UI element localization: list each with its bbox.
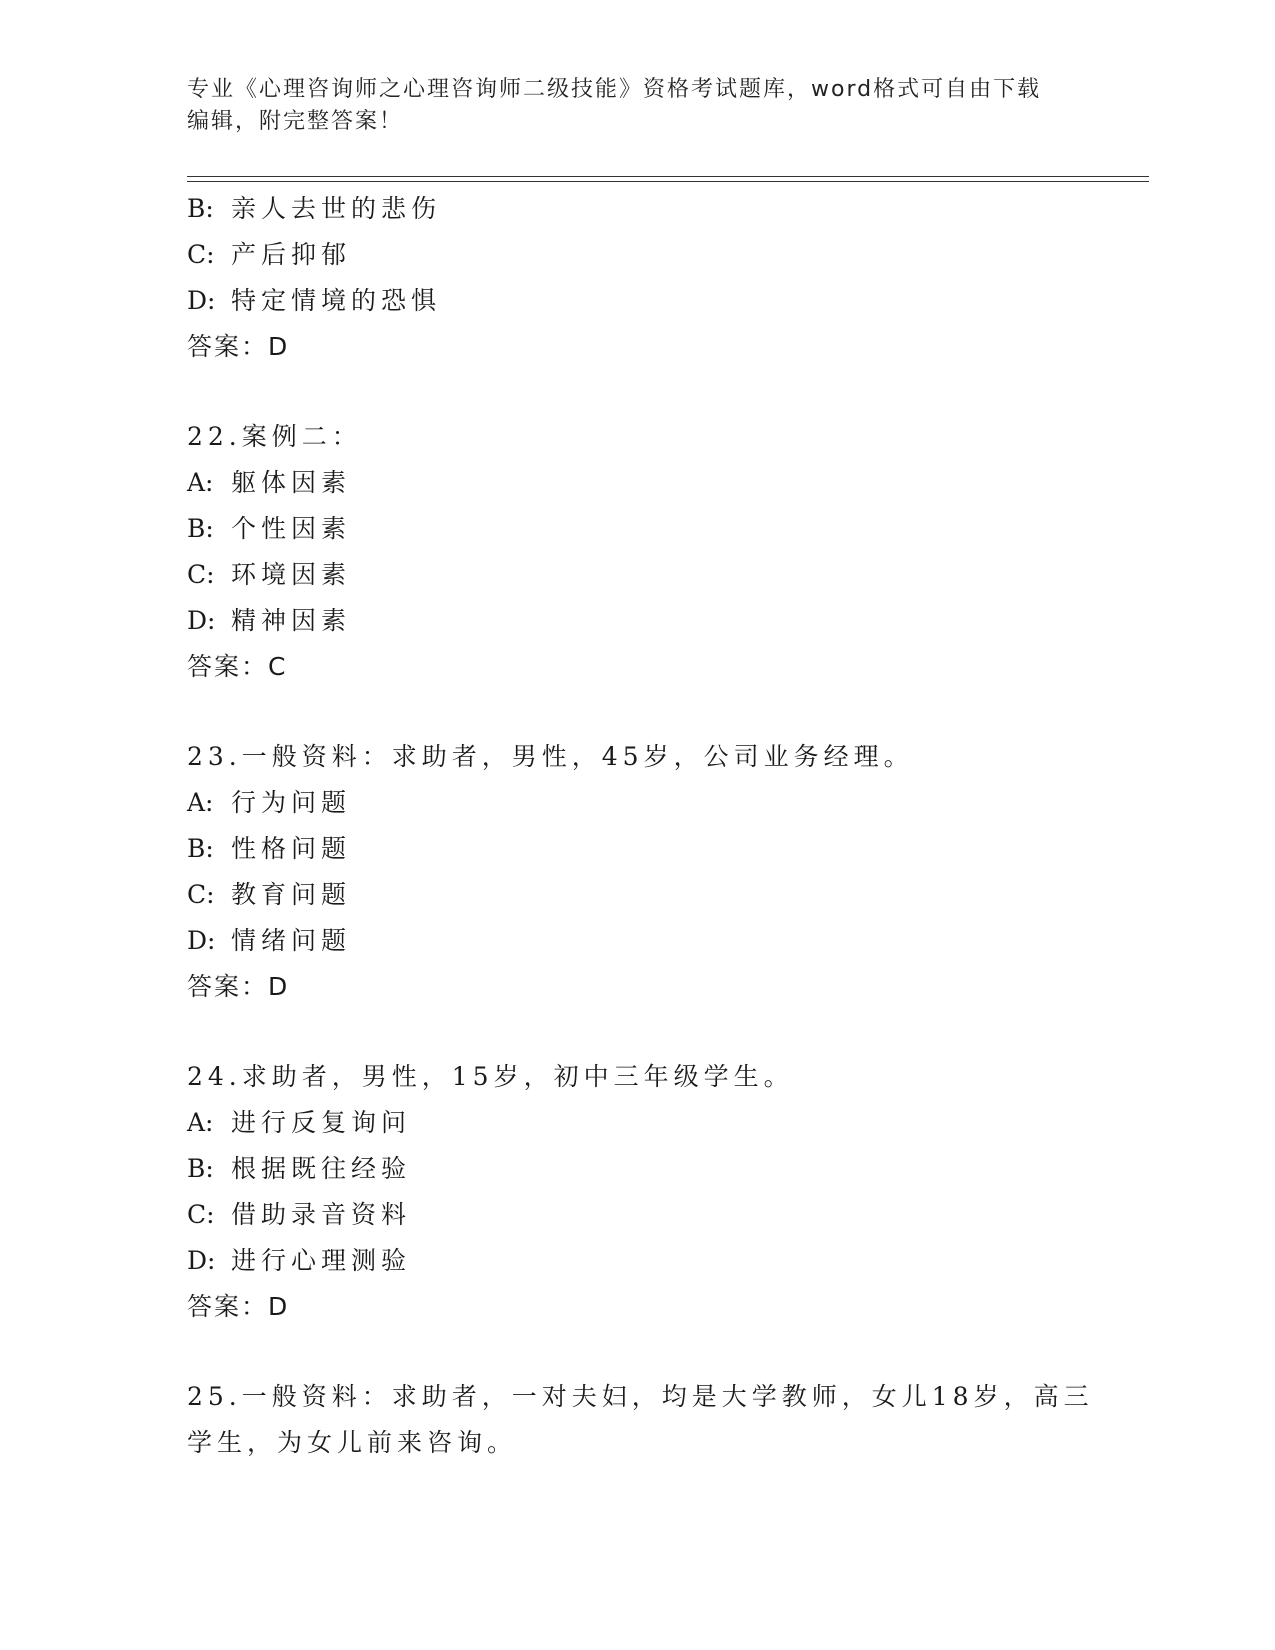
option-text: 情绪问题 <box>231 926 352 955</box>
option-letter: C: <box>187 560 215 589</box>
answer: 答案：D <box>187 332 290 361</box>
question-22 <box>187 414 1149 690</box>
option-text: 个性因素 <box>231 514 352 543</box>
option-text: 躯体因素 <box>231 468 352 497</box>
option-b <box>187 506 1149 552</box>
option-text: 根据既往经验 <box>231 1154 412 1183</box>
question-25 <box>187 1374 1149 1466</box>
option-a <box>187 460 1149 506</box>
question-stem: 22.案例二： <box>187 422 362 451</box>
question-stem: 23.一般资料：求助者，男性，45岁，公司业务经理。 <box>187 742 914 771</box>
option-letter: D: <box>187 1246 216 1275</box>
question-stem-line-1: 25.一般资料：求助者，一对夫妇，均是大学教师，女儿18岁，高三 <box>187 1382 1094 1411</box>
option-b <box>187 826 1149 872</box>
option-a <box>187 780 1149 826</box>
header-divider-bottom <box>187 181 1149 182</box>
header-line-1: 专业《心理咨询师之心理咨询师二级技能》资格考试题库，word格式可自由下载 <box>187 77 1042 102</box>
option-text: 进行反复询问 <box>231 1108 412 1137</box>
option-c <box>187 232 1149 278</box>
option-letter: B: <box>187 194 214 223</box>
option-text: 性格问题 <box>231 834 352 863</box>
option-text: 借助录音资料 <box>231 1200 412 1229</box>
header-divider-top <box>187 176 1149 177</box>
option-letter: D: <box>187 286 216 315</box>
option-text: 亲人去世的悲伤 <box>231 194 442 223</box>
option-c <box>187 872 1149 918</box>
option-letter: C: <box>187 1200 215 1229</box>
answer: 答案：C <box>187 652 288 681</box>
question-21-continued <box>187 186 1149 370</box>
option-letter: B: <box>187 1154 214 1183</box>
question-23 <box>187 734 1149 1010</box>
option-letter: A: <box>187 1108 214 1137</box>
option-c <box>187 1192 1149 1238</box>
option-text: 环境因素 <box>231 560 352 589</box>
option-text: 特定情境的恐惧 <box>231 286 442 315</box>
option-c <box>187 552 1149 598</box>
option-letter: D: <box>187 926 216 955</box>
question-list <box>187 186 1149 1466</box>
option-b <box>187 1146 1149 1192</box>
question-stem: 24.求助者，男性，15岁，初中三年级学生。 <box>187 1062 794 1091</box>
option-text: 进行心理测验 <box>231 1246 412 1275</box>
option-letter: B: <box>187 514 214 543</box>
option-d <box>187 598 1149 644</box>
option-a <box>187 1100 1149 1146</box>
option-text: 行为问题 <box>231 788 352 817</box>
answer: 答案：D <box>187 972 290 1001</box>
option-b <box>187 186 1149 232</box>
option-d <box>187 1238 1149 1284</box>
document-header <box>187 74 1087 138</box>
option-d <box>187 278 1149 324</box>
option-letter: A: <box>187 788 214 817</box>
header-line-2: 编辑，附完整答案！ <box>187 109 404 134</box>
option-d <box>187 918 1149 964</box>
option-text: 精神因素 <box>231 606 352 635</box>
option-letter: C: <box>187 880 215 909</box>
question-24 <box>187 1054 1149 1330</box>
answer: 答案：D <box>187 1292 290 1321</box>
question-stem-line-2: 学生，为女儿前来咨询。 <box>187 1428 518 1457</box>
option-text: 教育问题 <box>231 880 352 909</box>
option-text: 产后抑郁 <box>231 240 352 269</box>
option-letter: B: <box>187 834 214 863</box>
option-letter: A: <box>187 468 214 497</box>
option-letter: D: <box>187 606 216 635</box>
option-letter: C: <box>187 240 215 269</box>
